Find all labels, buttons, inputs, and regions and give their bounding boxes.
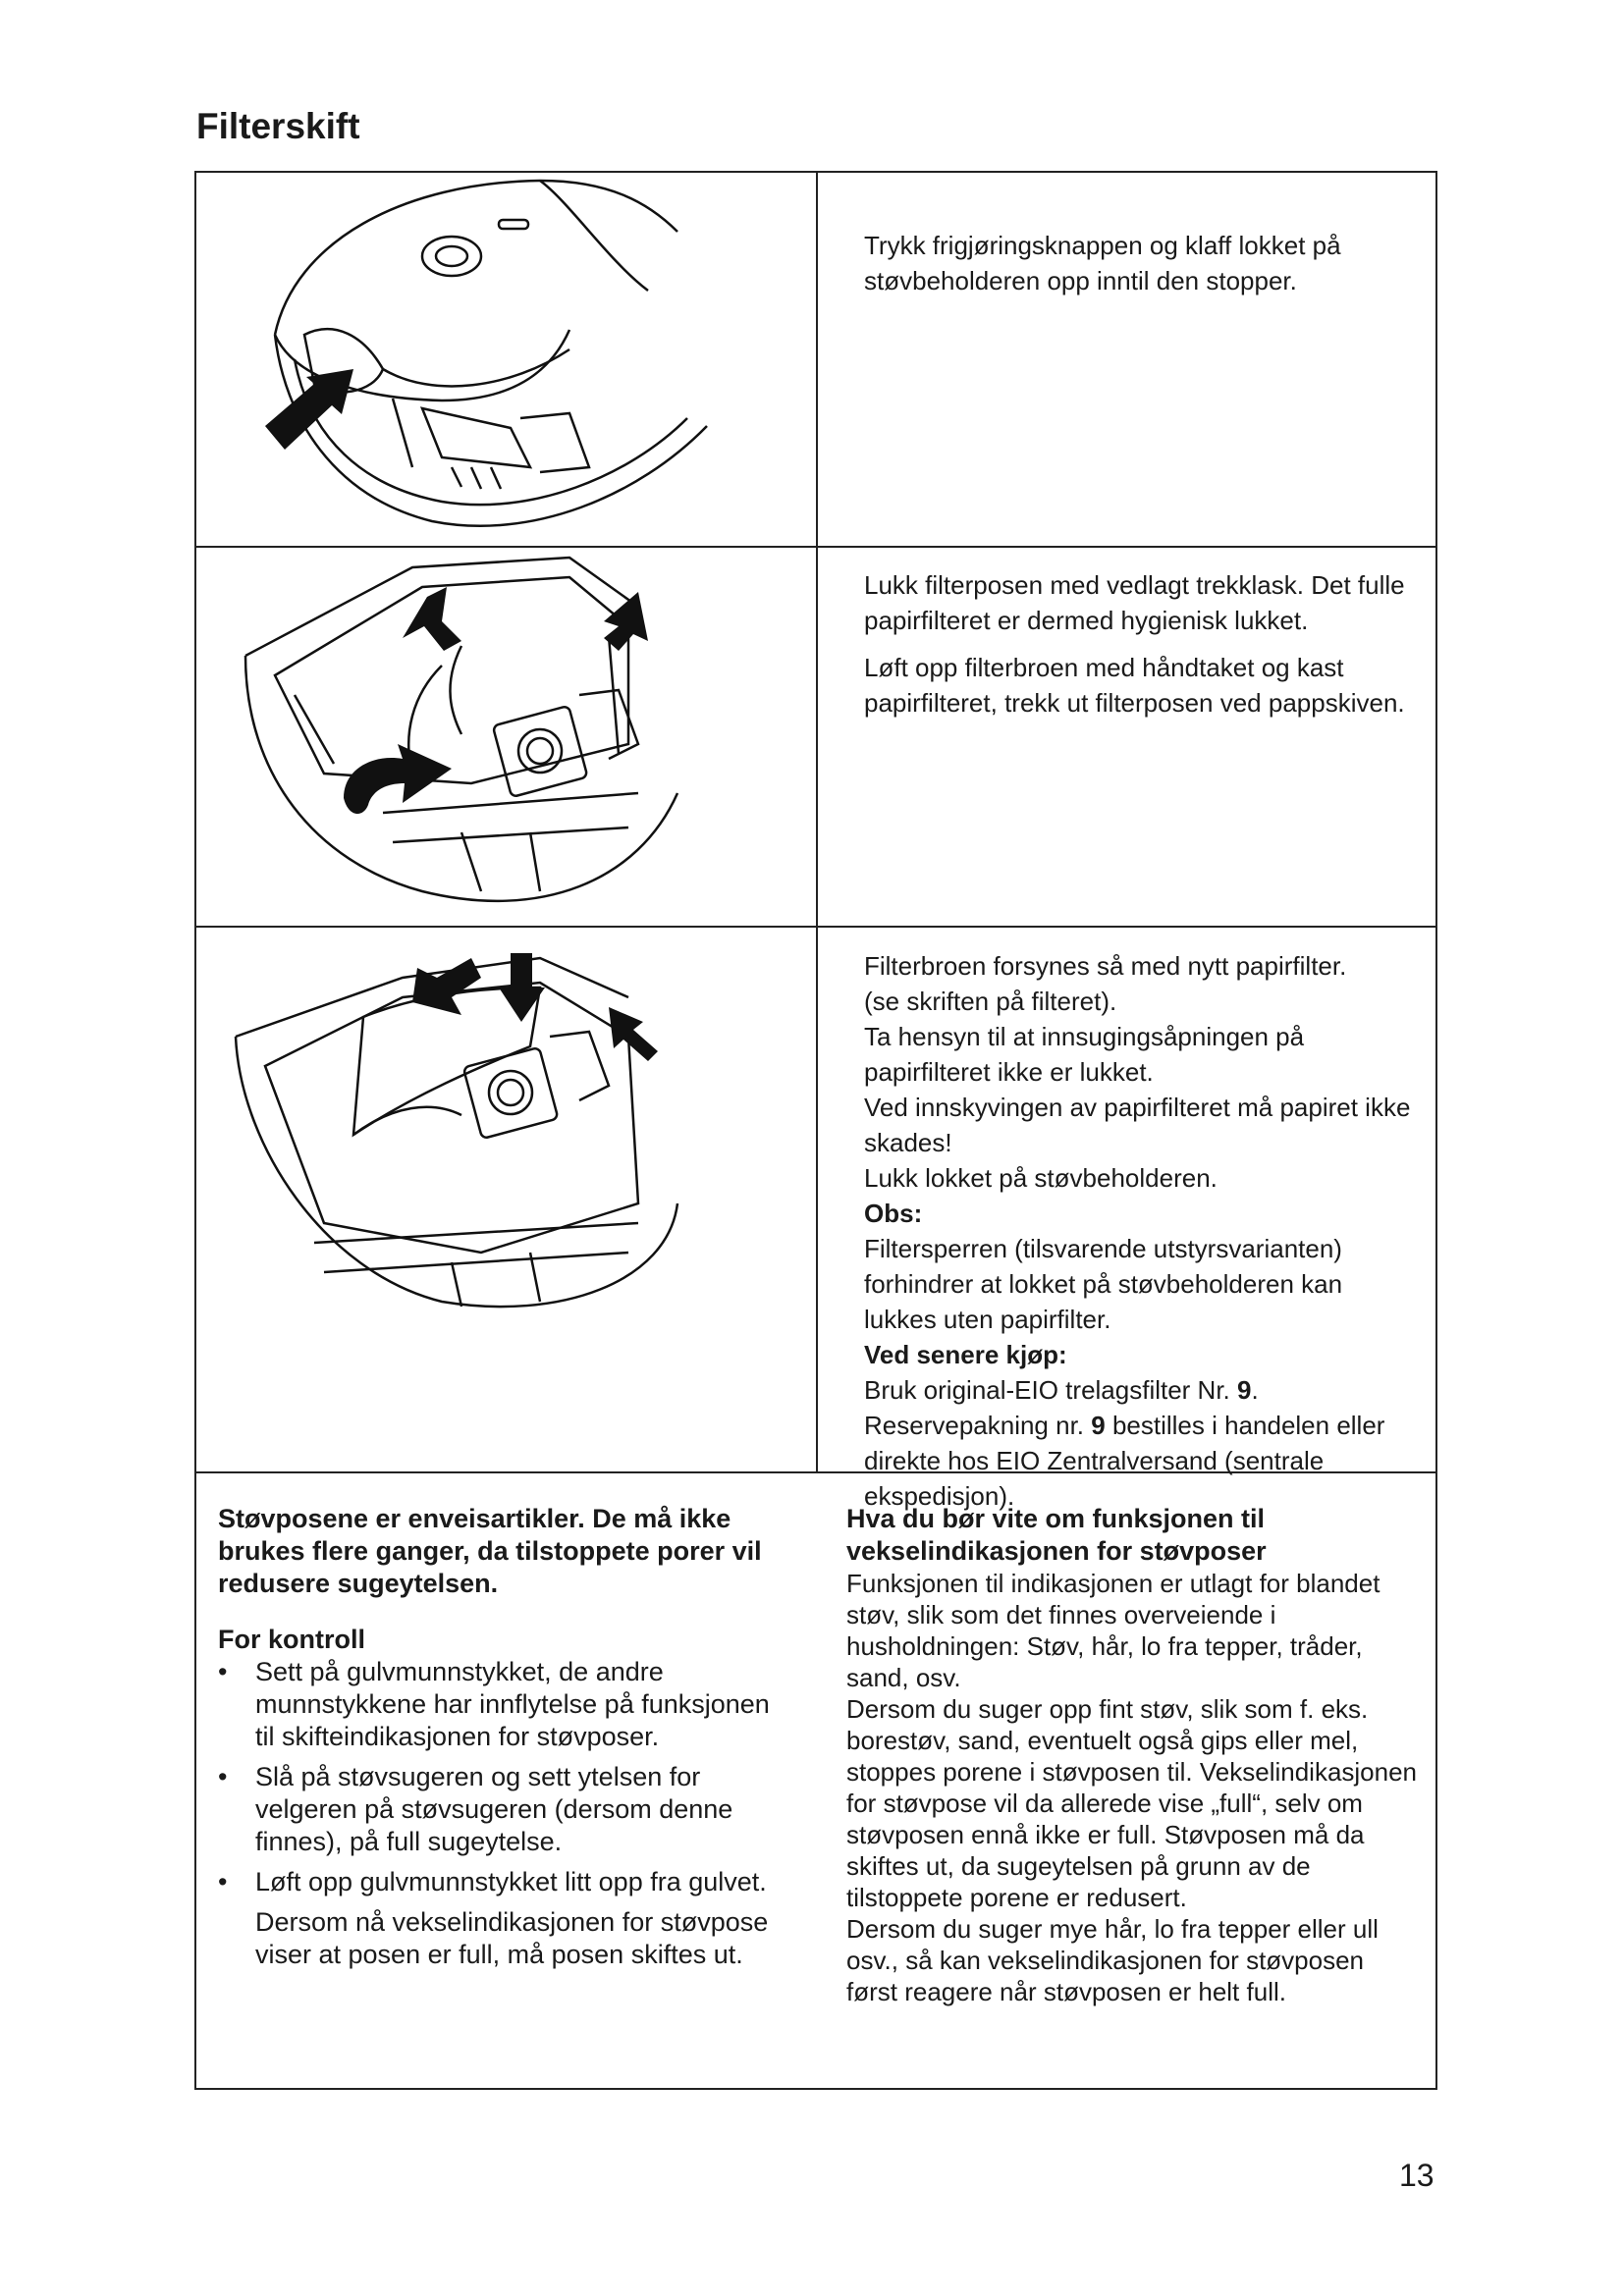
- illustration-insert-filter: [216, 929, 800, 1468]
- step-1-text: Trykk frigjøringsknappen og klaff lokket på støvbeholderen opp inntil den stopper.: [864, 231, 1341, 295]
- step-2-text: Lukk filterposen med vedlagt trekklask. Det fulle papirfilteret er dermed hygienisk lukket. Løft opp filterbroen med håndtaket og kast papirfilteret, trekk ut filterposen ved pappskiven.: [864, 570, 1405, 718]
- push-arrow-icon: [265, 369, 353, 450]
- illustration-remove-filter: [216, 548, 800, 924]
- list-item: • Løft opp gulvmunnstykket litt opp fra gulvet.: [218, 1867, 767, 1896]
- warning-text: Støvposene er enveisartikler. De må ikke brukes flere ganger, da tilstoppete porer vil redusere sugeytelsen.: [218, 1504, 762, 1598]
- control-section: [218, 1503, 792, 1971]
- indicator-info-section: Hva du bør vite om funksjonen til vekselindikasjonen for støvposer Funksjonen til indikasjonen er utlagt for blandet støv, slik som det finnes overveiende i husholdningen: Støv, hår, lo fra tepper, tråder, sand, osv. Dersom du suger opp fint støv, slik som f. eks. borestøv, sand, eventuelt også gips eller mel, stoppes porene i støvposen til. Vekselindikasjonen for støvpose vil da allerede vise „full“, selv om støvposen ennå ikke er full. Støvposen må da skiftes ut, da sugeytelsen på grunn av de tilstoppete porene er redusert. Dersom du suger mye hår, lo fra tepper eller ull osv., så kan vekselindikasjonen for støvposen først reagere når støvposen er helt full.: [846, 1503, 1421, 2007]
- control-heading: For kontroll: [218, 1625, 365, 1654]
- page-number: 13: [1399, 2158, 1435, 2193]
- page-title: Filterskift: [196, 106, 360, 146]
- purchase-heading: Ved senere kjøp:: [864, 1340, 1067, 1369]
- column-divider: [816, 173, 818, 1473]
- pull-arrow-icon: [604, 592, 648, 651]
- lift-arrow-icon: [403, 587, 461, 651]
- closing-text: Dersom nå vekselindikasjonen for støvpose viser at posen er full, må posen skiftes ut.: [255, 1907, 769, 1969]
- list-item: • Sett på gulvmunnstykket, de andre munnstykkene har innflytelse på funksjonen til skifteindikasjonen for støvposer.: [218, 1657, 770, 1751]
- list-item: • Slå på støvsugeren og sett ytelsen for velgeren på støvsugeren (dersom denne finnes), på full sugeytelse.: [218, 1762, 733, 1856]
- insert-arrow-icon: [412, 958, 481, 1015]
- indicator-heading: Hva du bør vite om funksjonen til vekselindikasjonen for støvposer: [846, 1504, 1267, 1566]
- instruction-table: [194, 171, 1437, 2090]
- diagonal-arrow-icon: [609, 1007, 658, 1061]
- illustration-open-lid: [216, 173, 800, 541]
- obs-heading: Obs:: [864, 1199, 923, 1228]
- discard-arrow-icon: [344, 744, 452, 814]
- step-3-text: Filterbroen forsynes så med nytt papirfilter. (se skriften på filteret). Ta hensyn til at innsugingsåpningen på papirfilteret ikke er lukket. Ved innskyvingen av papirfilteret må papiret ikke skades! Lukk lokket på støvbeholderen. Obs: Filtersperren (tilsvarende utstyrsvarianten) forhindrer at lokket på støvbeholderen kan lukkes uten papirfilter. Ved senere kjøp: Bruk original-EIO trelagsfilter Nr. 9. Reservepakning nr. 9 bestilles i handelen eller direkte hos EIO Zentralversand (sentrale ekspedisjon).: [864, 948, 1414, 1514]
- row-divider: [196, 926, 1435, 928]
